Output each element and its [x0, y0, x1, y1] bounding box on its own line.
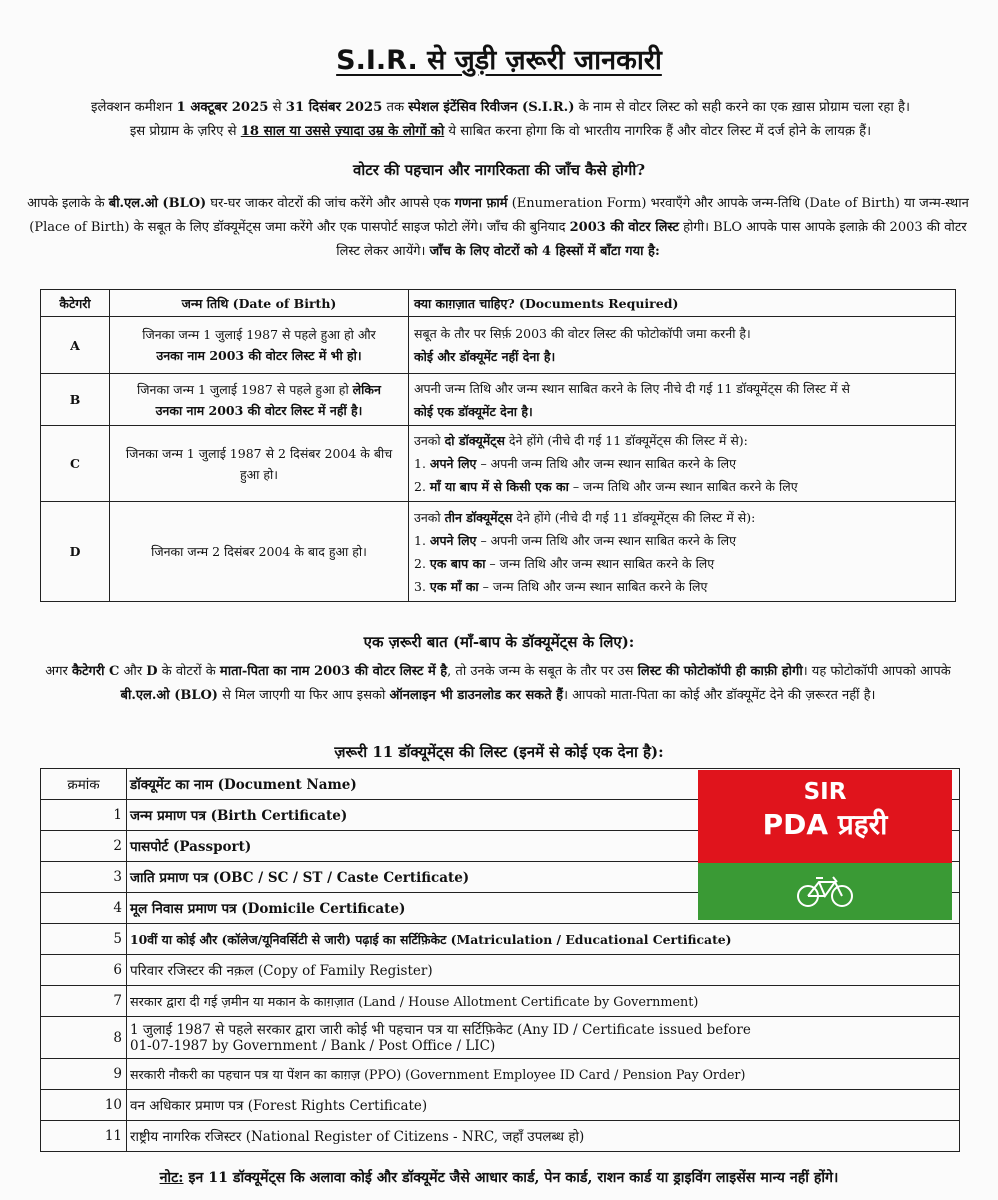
row-document-text: 01-07-1987 by Government / Bank / Post Office / LIC): [130, 1037, 496, 1054]
category-docs: [409, 317, 956, 374]
category-id: B: [41, 374, 110, 426]
table-row: [41, 1017, 960, 1059]
intro-start-date: 1 अक्टूबर 2025: [176, 100, 269, 115]
badge-top: [698, 770, 952, 863]
verify-form-name: गणना फ़ार्म: [454, 196, 508, 211]
parents-text: अगर: [45, 664, 72, 679]
category-dob: जिनका जन्म 2 दिसंबर 2004 के बाद हुआ हो।: [110, 502, 409, 602]
table-row: [41, 1090, 960, 1121]
category-id: C: [41, 426, 110, 502]
doc-text: – जन्म तिथि और जन्म स्थान साबित करने के लिए: [478, 578, 708, 594]
category-docs: [409, 502, 956, 602]
header-dob: जन्म तिथि (Date of Birth): [110, 290, 409, 317]
intro-text: तक: [382, 100, 409, 115]
doc-line-bold: कोई एक डॉक्यूमेंट देना है।: [414, 403, 533, 419]
intro-end-date: 31 दिसंबर 2025: [285, 100, 383, 115]
category-table-header: [41, 290, 956, 317]
category-row-d: [41, 502, 956, 602]
badge-line2: PDA प्रहरी: [762, 808, 888, 841]
row-number: 7: [41, 986, 127, 1017]
category-dob: [110, 317, 409, 374]
parents-text: , तो उनके जन्म के सबूत के तौर पर उस: [447, 664, 638, 679]
verify-base-list: 2003 की वोटर लिस्ट: [569, 220, 680, 235]
table-row: [41, 1059, 960, 1090]
dob-text: जिनका जन्म 1 जुलाई 1987 से पहले हुआ हो और: [142, 327, 376, 342]
category-id: A: [41, 317, 110, 374]
row-number: 3: [41, 862, 127, 893]
doc-text: 1.: [414, 532, 430, 548]
doc-text: 1.: [414, 456, 430, 471]
row-document: [127, 924, 960, 955]
dob-text: जिनका जन्म 1 जुलाई 1987 से पहले हुआ हो: [137, 381, 353, 397]
intro-text: इलेक्शन कमीशन: [91, 100, 177, 115]
row-document: [127, 1017, 960, 1059]
page-title: S.I.R. से जुड़ी ज़रूरी जानकारी: [336, 45, 662, 76]
header-documents: क्या काग़ज़ात चाहिए? (Documents Required): [409, 290, 956, 317]
intro-text: के नाम से वोटर लिस्ट को सही करने का एक ख़ास प्रोग्राम चला रहा है।: [574, 100, 910, 115]
category-id: D: [41, 502, 110, 602]
header-document-name: डॉक्यूमेंट का नाम (Document Name): [127, 769, 960, 800]
category-docs: [409, 374, 956, 426]
category-row-b: [41, 374, 956, 426]
doc-text: देने होंगे (नीचे दी गई 11 डॉक्यूमेंट्स की लिस्ट में से):: [512, 509, 756, 525]
category-dob: [110, 374, 409, 426]
category-docs: [409, 426, 956, 502]
row-document-text: जन्म प्रमाण पत्र (Birth Certificate): [130, 808, 348, 824]
row-document: परिवार रजिस्टर की नक़ल (Copy of Family Register): [127, 955, 960, 986]
row-document: राष्ट्रीय नागरिक रजिस्टर (National Register of Citizens - NRC, जहाँ उपलब्ध हो): [127, 1121, 960, 1152]
parents-bold: D: [146, 664, 158, 679]
footer-note: [0, 1168, 998, 1187]
row-number: 10: [41, 1090, 127, 1121]
doc-text-bold: एक माँ का: [429, 578, 479, 594]
row-number: 6: [41, 955, 127, 986]
doc-text-bold: अपने लिए: [429, 456, 477, 471]
table-row: [41, 1121, 960, 1152]
row-number: 11: [41, 1121, 127, 1152]
verify-text: होगी। BLO आपके पास आपके इलाक़े की 2003 की वोटर लिस्ट लेकर आयेंगे।: [336, 220, 967, 259]
row-document: सरकार द्वारा दी गई ज़मीन या मकान के काग़ज़ात (Land / House Allotment Certificate by Government): [127, 986, 960, 1017]
intro-text: ये साबित करना होगा कि वो भारतीय नागरिक हैं और वोटर लिस्ट में दर्ज होने के लायक़ हैं।: [444, 124, 872, 139]
badge-bottom: [698, 863, 952, 920]
doc-line: सबूत के तौर पर सिर्फ़ 2003 की वोटर लिस्ट की फोटोकॉपी जमा करनी है।: [414, 326, 751, 341]
parents-text: । आपको माता-पिता का कोई और डॉक्यूमेंट देने की ज़रूरत नहीं है।: [563, 688, 876, 703]
row-document-text: पासपोर्ट (Passport): [130, 839, 252, 855]
row-document-text: जाति प्रमाण पत्र (OBC / SC / ST / Caste Certificate): [130, 870, 470, 886]
verify-paragraph: [22, 192, 974, 264]
row-number: 2: [41, 831, 127, 862]
verify-text: (Enumeration Form) भरवाएँगे और आपके जन्म-तिथि (Date of Birth) या जन्म-स्थान (Place of Birth) के सबूत के लिए डॉक्यूमेंट्स जमा करेंगे और एक पासपोर्ट साइज फोटो लेंगे। जाँच की बुनियाद: [29, 196, 969, 235]
doc-text: – अपनी जन्म तिथि और जन्म स्थान साबित करने के लिए: [476, 532, 737, 548]
doc-text: – अपनी जन्म तिथि और जन्म स्थान साबित करने के लिए: [476, 456, 737, 471]
header-number: क्रमांक: [41, 769, 127, 800]
parents-bold: लिस्ट की फोटोकॉपी ही काफ़ी होगी: [637, 664, 803, 679]
verify-heading: वोटर की पहचान और नागरिकता की जाँच कैसे होगी?: [352, 161, 645, 179]
doc-text: 3.: [414, 578, 430, 594]
doc-text-bold: दो डॉक्यूमेंट्स: [444, 433, 505, 448]
badge-line1: SIR: [803, 779, 847, 805]
doc-text-bold: माँ या बाप में से किसी एक का: [429, 479, 569, 494]
note-label: नोट:: [159, 1170, 184, 1186]
parents-text: से मिल जाएगी या फिर आप इसको: [217, 688, 390, 703]
row-document-text: 1 जुलाई 1987 से पहले सरकार द्वारा जारी कोई भी पहचान पत्र या सर्टिफ़िकेट (Any ID / Certificate issued before: [130, 1021, 751, 1038]
intro-program-name: स्पेशल इंटेंसिव रिवीजन (S.I.R.): [408, 100, 575, 115]
row-document: सरकारी नौकरी का पहचान पत्र या पेंशन का काग़ज़ (PPO) (Government Employee ID Card / Pension Pay Order): [127, 1059, 960, 1090]
row-number: 9: [41, 1059, 127, 1090]
row-number: 1: [41, 800, 127, 831]
doc-text: 2.: [414, 555, 430, 571]
parents-bold: कैटेगरी C: [71, 664, 120, 679]
parents-bold: ऑनलाइन भी डाउनलोड कर सकते हैं: [389, 688, 564, 703]
docs-heading: ज़रूरी 11 डॉक्यूमेंट्स की लिस्ट (इनमें से कोई एक देना है):: [334, 743, 664, 761]
row-number: 8: [41, 1017, 127, 1059]
parents-bold: बी.एल.ओ (BLO): [120, 688, 218, 703]
doc-text: – जन्म तिथि और जन्म स्थान साबित करने के लिए: [568, 479, 798, 494]
note-text: इन 11 डॉक्यूमेंट्स कि अलावा कोई और डॉक्यूमेंट जैसे आधार कार्ड, पेन कार्ड, राशन कार्ड या ड्राइविंग लाइसेंस मान्य नहीं होंगे।: [183, 1170, 839, 1186]
category-dob: जिनका जन्म 1 जुलाई 1987 से 2 दिसंबर 2004 के बीच हुआ हो।: [110, 426, 409, 502]
intro-paragraph: [28, 96, 973, 144]
parents-paragraph: [22, 660, 974, 708]
intro-text: इस प्रोग्राम के ज़रिए से: [129, 124, 241, 139]
doc-text: – जन्म तिथि और जन्म स्थान साबित करने के लिए: [485, 555, 715, 571]
category-row-c: [41, 426, 956, 502]
doc-text-bold: तीन डॉक्यूमेंट्स: [444, 509, 513, 525]
verify-categories-note: जाँच के लिए वोटरों को 4 हिस्सों में बाँटा गया है:: [429, 244, 660, 259]
row-document-text: 10वीं या कोई और (कॉलेज/यूनिवर्सिटी से जारी) पढ़ाई का सर्टिफ़िकेट (Matriculation / Educational Certificate): [130, 931, 732, 947]
parents-bold: माता-पिता का नाम 2003 की वोटर लिस्ट में है: [219, 664, 448, 679]
doc-text: देने होंगे (नीचे दी गई 11 डॉक्यूमेंट्स की लिस्ट में से):: [504, 433, 748, 448]
header-category: कैटेगरी: [41, 290, 110, 317]
intro-age-criteria: 18 साल या उससे ज़्यादा उम्र के लोगों को: [240, 124, 445, 139]
row-number: 5: [41, 924, 127, 955]
parents-text: के वोटरों के: [157, 664, 220, 679]
doc-text: उनको: [414, 509, 445, 525]
table-row: [41, 924, 960, 955]
verify-blo: बी.एल.ओ (BLO): [108, 196, 207, 211]
doc-text: उनको: [414, 433, 445, 448]
dob-text-bold: उनका नाम 2003 की वोटर लिस्ट में भी हो।: [156, 348, 362, 363]
table-row: [41, 955, 960, 986]
verify-text: घर-घर जाकर वोटरों की जांच करेंगे और आपसे एक: [206, 196, 455, 211]
row-document-text: मूल निवास प्रमाण पत्र (Domicile Certificate): [130, 901, 406, 917]
bicycle-icon: [795, 874, 855, 910]
doc-text: 2.: [414, 479, 430, 494]
verify-text: आपके इलाके के: [27, 196, 109, 211]
doc-text-bold: एक बाप का: [429, 555, 486, 571]
row-document: वन अधिकार प्रमाण पत्र (Forest Rights Certificate): [127, 1090, 960, 1121]
table-row: [41, 986, 960, 1017]
category-row-a: [41, 317, 956, 374]
parents-text: और: [119, 664, 147, 679]
sir-pda-badge: [698, 770, 952, 920]
row-number: 4: [41, 893, 127, 924]
parents-heading: एक ज़रूरी बात (माँ-बाप के डॉक्यूमेंट्स के लिए):: [363, 633, 635, 651]
doc-text-bold: अपने लिए: [429, 532, 477, 548]
doc-line-bold: कोई और डॉक्यूमेंट नहीं देना है।: [414, 349, 556, 364]
category-table: [40, 289, 956, 602]
doc-line: अपनी जन्म तिथि और जन्म स्थान साबित करने के लिए नीचे दी गई 11 डॉक्यूमेंट्स की लिस्ट में से: [414, 380, 850, 396]
dob-text-bold: उनका नाम 2003 की वोटर लिस्ट में नहीं है।: [155, 402, 363, 418]
dob-text-bold: लेकिन: [352, 381, 381, 397]
parents-text: । यह फोटोकॉपी आपको आपके: [802, 664, 951, 679]
intro-text: से: [268, 100, 286, 115]
